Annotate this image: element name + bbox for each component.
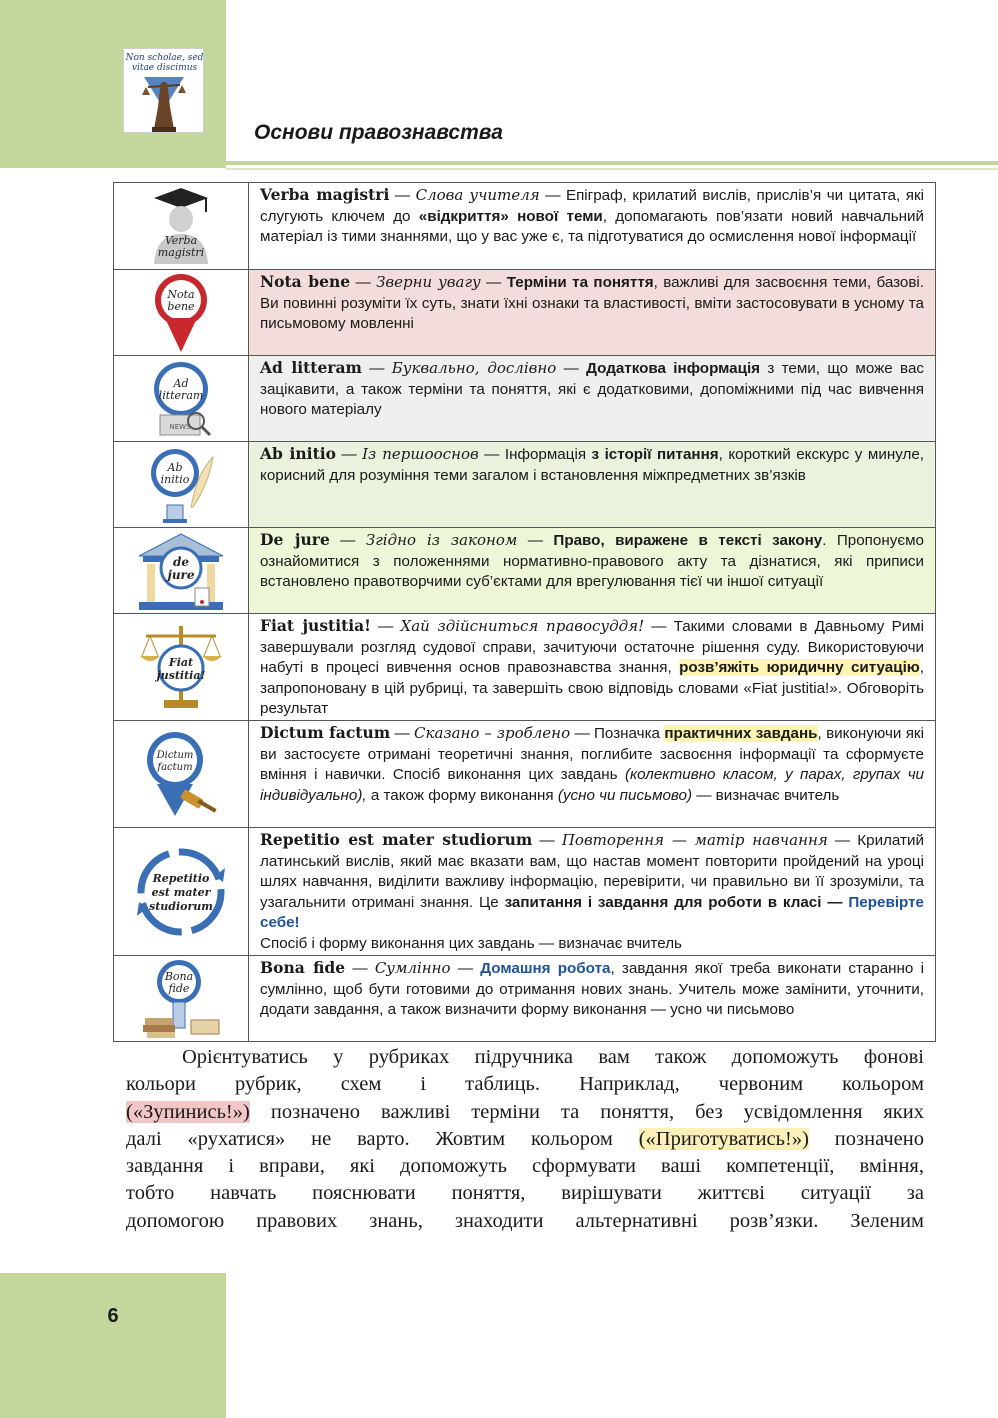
rubric-translation: Сумлінно xyxy=(374,959,451,977)
themis-statue-icon xyxy=(138,75,190,133)
rubric-description: Repetitio est mater studiorum — Повторення — матір навчання — Крилатий латинський вислів, який має вказати вам, що настав момент повторити пройдений на уроці шлях навчання, виділити важливу інформацію, перевірити, чи правильно ви її зрозуміли, та узагальнити отримані знання. Це запитання і завдання для роботи в класі — Перевірте себе! Спосіб і форму виконання цих завдань — визначає вчитель xyxy=(249,828,936,956)
paragraph-line: Орієнтуватись у рубриках підручника вам також допоможуть фонові xyxy=(182,1046,924,1068)
rubric-description: Ab initio — Із першооснов — Інформація з історії питання, короткий екскурс у минуле, корисний для розуміння теми загалом і встановлення міжпредметних зв’язків xyxy=(249,442,936,528)
rubric-icon-cell xyxy=(114,614,249,721)
rubric-icon-cell xyxy=(114,270,249,356)
rubric-name: Fiat justitia! xyxy=(260,616,371,635)
rubric-icon-cell xyxy=(114,828,249,956)
rubric-translation: Слова учителя xyxy=(415,186,540,204)
svg-text:bene: bene xyxy=(167,299,195,313)
gavel-icon xyxy=(141,728,221,820)
courthouse-icon xyxy=(133,530,229,612)
table-row xyxy=(114,442,936,528)
books-icon xyxy=(139,958,223,1040)
rubric-icon-cell xyxy=(114,956,249,1042)
rubric-translation: Зверни увагу xyxy=(376,273,481,291)
sidebar-bottom-band xyxy=(0,1273,226,1418)
rubric-description: Ad litteram — Буквально, дослівно — Додаткова інформація з теми, що може вас зацікавити, а також терміни та поняття, які є додатковими, допоміжними під час вивчення нового матеріалу xyxy=(249,356,936,442)
svg-text:Nota: Nota xyxy=(167,287,195,301)
rubric-name: Repetitio est mater studiorum xyxy=(260,830,533,849)
svg-text:justitia!: justitia! xyxy=(156,669,206,682)
rubric-name: Verba magistri xyxy=(260,185,390,204)
rubric-name: Nota bene xyxy=(260,272,351,291)
rubric-icon-cell xyxy=(114,356,249,442)
rubric-translation: Сказано – зроблено xyxy=(414,724,571,742)
rubric-icon-cell xyxy=(114,721,249,828)
rubric-description: Verba magistri — Слова учителя — Епіграф, крилатий вислів, прислів’я чи цитата, які слугують ключем до «відкриття» нової теми, допомагають пов’язати новий навчальний матеріал із тими знаннями, що у вас уже є, та підготуватися до осмислення нової інформації xyxy=(249,183,936,270)
cycle-arrows-icon xyxy=(135,846,227,938)
intro-paragraph xyxy=(126,1044,924,1235)
rubric-description: Fiat justitia! — Хай здійсниться правосуддя! — Такими словами в Давньому Римі завершували розгляд судової справи, зачитуючи остаточне рішення суду. Використовуючи набуті в процесі вивчення основ правознавства знання, розв’яжіть юридичну ситуацію, запропоновану в цій рубриці, та завершіть свою відповідь словами «Fiat justitia!». Обговоріть результат xyxy=(249,614,936,721)
rubric-icon-cell xyxy=(114,528,249,614)
graduate-icon xyxy=(146,186,216,266)
rubric-description: Dictum factum — Сказано – зроблено — Позначка практичних завдань, виконуючи які ви застосуєте отримані теоретичні знання, поглибите засвоєння інформації та сформуєте вміння і навички. Спосіб виконання цих завдань (колективно класом, у парах, групах чи індивідуально), а також форму виконання (усно чи письмово) — визначає вчитель xyxy=(249,721,936,828)
svg-text:fide: fide xyxy=(168,981,190,995)
rubric-icon-cell xyxy=(114,442,249,528)
quill-icon xyxy=(145,445,217,525)
table-row xyxy=(114,270,936,356)
rubric-icon-cell xyxy=(114,183,249,270)
svg-text:magistri: magistri xyxy=(157,246,205,259)
paragraph-line: завдання і вправи, які допоможуть сформувати ваші компетенції, вміння, xyxy=(126,1155,924,1178)
paragraph-line: тобто навчать пояснювати поняття, вирішувати життєві ситуації за xyxy=(126,1182,924,1205)
rubric-translation: Згідно із законом xyxy=(365,531,518,549)
svg-text:Bona: Bona xyxy=(164,969,194,983)
svg-text:factum: factum xyxy=(157,762,193,773)
rubric-description: De jure — Згідно із законом — Право, виражене в тексті закону. Пропонуємо ознайомитися з положеннями нормативно-правового акту та дізнатися, які приписи встановлено правотворчими суб’єктами для врегулювання тієї чи іншої ситуації xyxy=(249,528,936,614)
scales-icon xyxy=(136,622,226,712)
pin-icon xyxy=(151,272,211,354)
svg-text:Verba: Verba xyxy=(164,234,198,247)
rubric-description: Bona fide — Сумлінно — Домашня робота, завдання якої треба виконати старанно і сумлінно, щоб бути готовими до отримання нових знань. Учитель може замінити, уточнити, додати завдання, а також визначити форму виконання — усно чи письмово xyxy=(249,956,936,1042)
rubric-name: Ad litteram xyxy=(260,358,362,377)
svg-text:litteram: litteram xyxy=(158,388,204,402)
rubric-name: Dictum factum xyxy=(260,723,391,742)
paragraph-line: («Зупинись!») позначено важливі терміни та поняття, без усвідомлення яких xyxy=(126,1100,924,1123)
table-row xyxy=(114,356,936,442)
svg-text:Repetitio: Repetitio xyxy=(152,871,210,885)
rubric-translation: Із першооснов xyxy=(362,445,479,463)
paragraph-line: кольори рубрик, схем і таблиць. Наприклад, червоним кольором xyxy=(126,1073,924,1096)
textbook-logo xyxy=(123,48,204,133)
rubric-name: Ab initio xyxy=(260,444,336,463)
svg-text:Ab: Ab xyxy=(167,460,183,474)
header-rule-light xyxy=(226,168,998,170)
table-row xyxy=(114,956,936,1042)
svg-text:studiorum: studiorum xyxy=(149,899,213,913)
svg-text:NEWS: NEWS xyxy=(169,422,191,431)
rubric-description: Nota bene — Зверни увагу — Терміни та поняття, важливі для засвоєння теми, базові. Ви повинні розуміти їх суть, знати їхні ознаки та властивості, вміти застосовувати в усному та письмовому мовленні xyxy=(249,270,936,356)
rubric-name: De jure xyxy=(260,530,330,549)
rubric-name: Bona fide xyxy=(260,958,346,977)
paragraph-line: далі «рухатися» не варто. Жовтим кольором («Приготуватись!») позначено xyxy=(126,1127,924,1150)
paragraph-line: допомогою правових знань, знаходити альтернативні розв’язки. Зеленим xyxy=(126,1209,924,1232)
stop-highlight: («Зупинись!») xyxy=(126,1100,250,1123)
table-row xyxy=(114,614,936,721)
logo-motto: Non scholae, sed vitae discimus xyxy=(125,53,204,73)
svg-text:Dictum: Dictum xyxy=(156,750,194,761)
svg-text:jure: jure xyxy=(167,567,195,582)
header-rule xyxy=(226,161,998,165)
page-number: 6 xyxy=(107,1305,119,1327)
svg-text:de: de xyxy=(172,554,190,569)
rubrics-table xyxy=(113,182,936,1042)
svg-text:est mater: est mater xyxy=(151,885,211,899)
page-title: Основи правознавства xyxy=(254,121,503,144)
table-row xyxy=(114,828,936,956)
svg-text:initio: initio xyxy=(160,472,190,486)
newspaper-icon xyxy=(148,359,214,439)
rubric-translation: Буквально, дослівно xyxy=(391,359,557,377)
rubric-translation: Повторення — матір навчання xyxy=(561,831,828,849)
table-row xyxy=(114,528,936,614)
table-row xyxy=(114,183,936,270)
table-row xyxy=(114,721,936,828)
svg-text:Ad: Ad xyxy=(173,376,189,390)
svg-text:Fiat: Fiat xyxy=(168,656,194,669)
rubric-translation: Хай здійсниться правосуддя! xyxy=(400,617,645,635)
prepare-highlight: («Приготуватись!») xyxy=(638,1127,809,1150)
